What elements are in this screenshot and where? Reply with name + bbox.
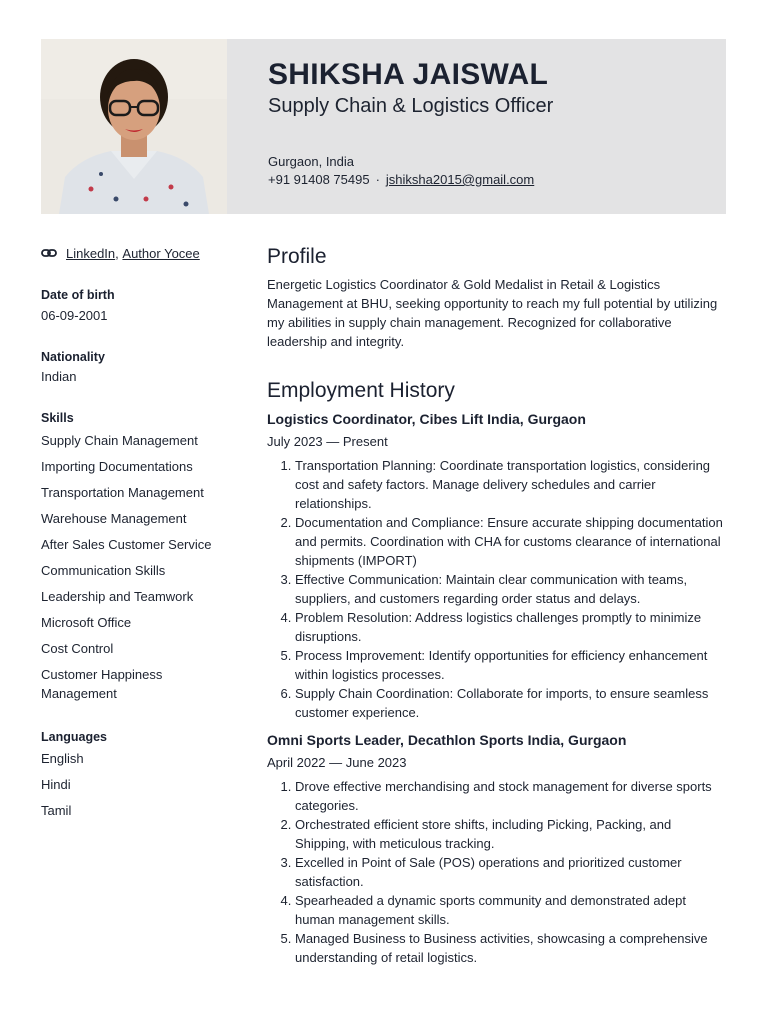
skill-item: Leadership and Teamwork xyxy=(41,589,194,604)
job-entry xyxy=(267,732,729,967)
duty-item: 1. Transportation Planning: Coordinate transportation logistics, considering cost and safety factors. Manage delivery schedules and carrier relationships. xyxy=(295,456,729,513)
link-separator: , xyxy=(115,245,119,261)
job-duties xyxy=(267,777,729,967)
duty-item: 1. Drove effective merchandising and stock management for diverse sports categories. xyxy=(295,777,729,815)
job-dates: July 2023 — Present xyxy=(267,434,388,449)
profile-heading: Profile xyxy=(267,245,327,268)
main-content xyxy=(267,244,729,967)
skill-item: Transportation Management xyxy=(41,485,204,500)
employment-heading: Employment History xyxy=(267,379,455,402)
sidebar xyxy=(41,244,231,827)
resume-header xyxy=(41,39,726,214)
email-link[interactable]: jshiksha2015@gmail.com xyxy=(385,172,535,187)
duty-item: 3. Effective Communication: Maintain clear communication with teams, suppliers, and customers regarding order status and delays. xyxy=(295,570,729,608)
contact-line xyxy=(268,172,534,187)
skill-item: After Sales Customer Service xyxy=(41,537,212,552)
job-dates: April 2022 — June 2023 xyxy=(267,755,407,770)
skill-item: Customer Happiness Management xyxy=(41,667,163,701)
author-link[interactable]: Author Yocee xyxy=(122,245,200,261)
skills-label: Skills xyxy=(41,411,74,425)
link-icon xyxy=(41,246,57,260)
job-title: Omni Sports Leader, Decathlon Sports India, Gurgaon xyxy=(267,732,627,748)
nationality-label: Nationality xyxy=(41,350,105,364)
duty-item: 2. Orchestrated efficient store shifts, including Picking, Packing, and Shipping, with meticulous tracking. xyxy=(295,815,729,853)
dob-label: Date of birth xyxy=(41,288,115,302)
linkedin-link[interactable]: LinkedIn xyxy=(66,245,116,261)
skill-item: Microsoft Office xyxy=(41,615,132,630)
skill-item: Warehouse Management xyxy=(41,511,187,526)
duty-item: 5. Managed Business to Business activities, showcasing a comprehensive understanding of retail logistics. xyxy=(295,929,729,967)
language-item: Tamil xyxy=(41,803,72,818)
links-row xyxy=(41,244,231,262)
candidate-title: Supply Chain & Logistics Officer xyxy=(268,95,554,117)
languages-label: Languages xyxy=(41,730,107,744)
candidate-location: Gurgaon, India xyxy=(268,154,355,169)
languages-list xyxy=(41,749,231,820)
candidate-name: SHIKSHA JAISWAL xyxy=(268,58,549,91)
language-item: English xyxy=(41,751,84,766)
job-title: Logistics Coordinator, Cibes Lift India, Gurgaon xyxy=(267,411,586,427)
dob-value: 06-09-2001 xyxy=(41,308,108,323)
skill-item: Communication Skills xyxy=(41,563,166,578)
phone-number: +91 91408 75495 xyxy=(268,172,370,187)
skill-item: Cost Control xyxy=(41,641,114,656)
duty-item: 3. Excelled in Point of Sale (POS) operations and prioritized customer satisfaction. xyxy=(295,853,729,891)
duty-item: 5. Process Improvement: Identify opportunities for efficiency enhancement within logistics processes. xyxy=(295,646,729,684)
language-item: Hindi xyxy=(41,777,71,792)
profile-photo xyxy=(41,39,227,214)
skill-item: Supply Chain Management xyxy=(41,433,198,448)
duty-item: 4. Spearheaded a dynamic sports community and demonstrated adept human management skills. xyxy=(295,891,729,929)
duty-item: 6. Supply Chain Coordination: Collaborate for imports, to ensure seamless customer experience. xyxy=(295,684,729,722)
job-duties xyxy=(267,456,729,722)
skill-item: Importing Documentations xyxy=(41,459,193,474)
skills-list xyxy=(41,431,231,703)
duty-item: 2. Documentation and Compliance: Ensure accurate shipping documentation and permits. Coordination with CHA for customs clearance of international shipments (IMPORT) xyxy=(295,513,729,570)
contact-separator: · xyxy=(375,172,380,187)
job-entry xyxy=(267,411,729,722)
profile-text: Energetic Logistics Coordinator & Gold Medalist in Retail & Logistics Management at BHU, seeking opportunity to reach my full potential by utilizing my abilities in supply chain management. Recognized for collaborative leadership and integrity. xyxy=(267,277,718,349)
nationality-value: Indian xyxy=(41,369,77,384)
duty-item: 4. Problem Resolution: Address logistics challenges promptly to minimize disruptions. xyxy=(295,608,729,646)
